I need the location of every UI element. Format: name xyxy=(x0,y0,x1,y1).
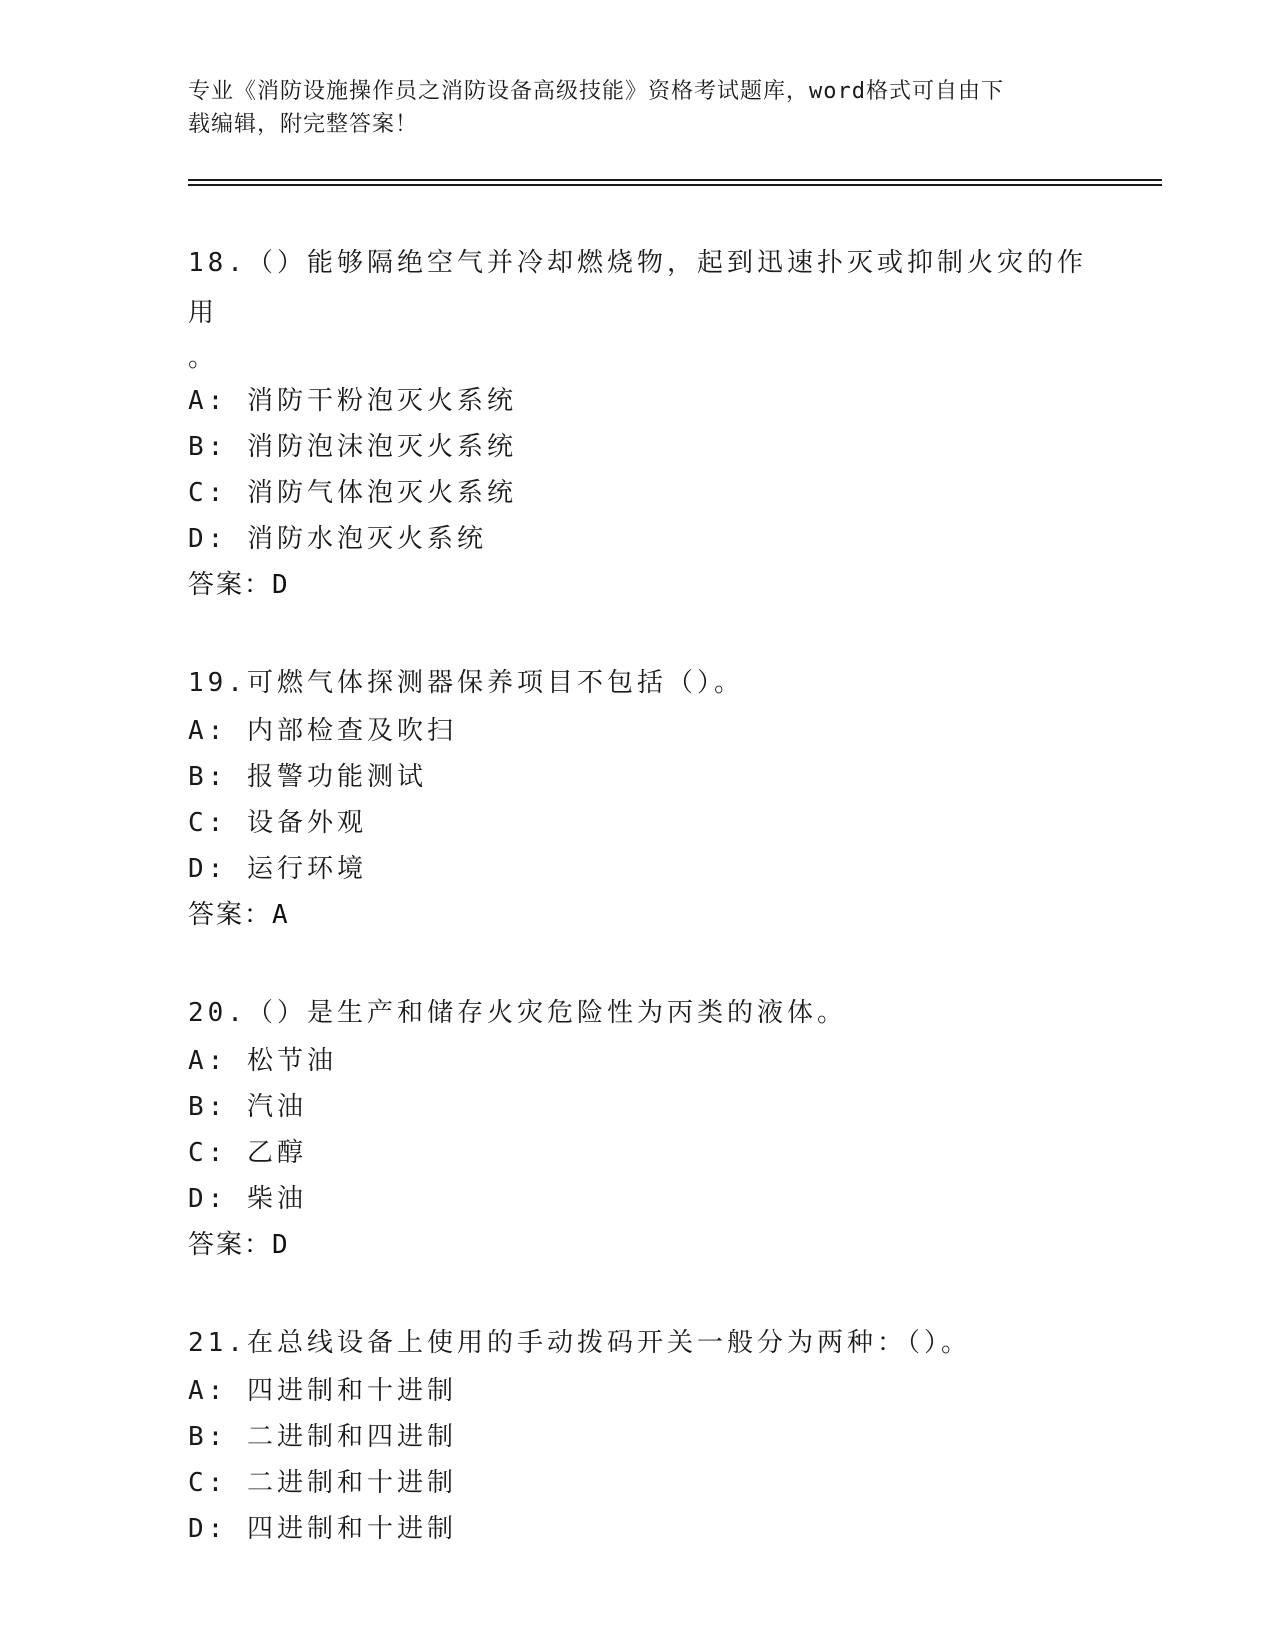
document-header xyxy=(188,75,1088,141)
header-line-2: 载编辑，附完整答案！ xyxy=(188,112,419,137)
answer-label: 答案： xyxy=(188,570,273,600)
question-stem: 20.（）是生产和储存火灾危险性为丙类的液体。 xyxy=(188,998,847,1028)
question-18 xyxy=(188,238,1088,608)
option-d: D: 运行环境 xyxy=(188,854,367,884)
option-c: C: 二进制和十进制 xyxy=(188,1468,457,1498)
option-d: D: 四进制和十进制 xyxy=(188,1514,457,1544)
option-a: A: 松节油 xyxy=(188,1046,337,1076)
answer-label: 答案： xyxy=(188,900,273,930)
header-line-1: 专业《消防设施操作员之消防设备高级技能》资格考试题库，word格式可自由下 xyxy=(188,79,1004,104)
question-21 xyxy=(188,1318,1088,1552)
option-c: C: 消防气体泡灭火系统 xyxy=(188,478,517,508)
option-d: D: 柴油 xyxy=(188,1184,307,1214)
header-divider-bottom xyxy=(188,184,1162,186)
option-b: B: 汽油 xyxy=(188,1092,307,1122)
question-stem-continuation: 。 xyxy=(188,343,219,373)
option-b: B: 二进制和四进制 xyxy=(188,1422,457,1452)
option-b: B: 报警功能测试 xyxy=(188,762,427,792)
answer-value: D xyxy=(272,570,288,600)
option-c: C: 乙醇 xyxy=(188,1138,307,1168)
header-divider-top xyxy=(188,179,1162,181)
question-list xyxy=(188,238,1088,1602)
option-a: A: 消防干粉泡灭火系统 xyxy=(188,386,517,416)
question-stem: 19.可燃气体探测器保养项目不包括（）。 xyxy=(188,668,744,698)
option-a: A: 四进制和十进制 xyxy=(188,1376,457,1406)
question-20 xyxy=(188,988,1088,1268)
answer-line xyxy=(188,562,1088,608)
answer-line xyxy=(188,1222,1088,1268)
question-stem: 18.（）能够隔绝空气并冷却燃烧物，起到迅速扑灭或抑制火灾的作用 xyxy=(188,248,1087,328)
question-19 xyxy=(188,658,1088,938)
answer-line xyxy=(188,892,1088,938)
option-b: B: 消防泡沫泡灭火系统 xyxy=(188,432,517,462)
option-a: A: 内部检查及吹扫 xyxy=(188,716,457,746)
answer-label: 答案： xyxy=(188,1230,273,1260)
answer-value: D xyxy=(272,1230,288,1260)
answer-value: A xyxy=(272,900,288,930)
option-c: C: 设备外观 xyxy=(188,808,367,838)
option-d: D: 消防水泡灭火系统 xyxy=(188,524,487,554)
question-stem: 21.在总线设备上使用的手动拨码开关一般分为两种：（）。 xyxy=(188,1328,971,1358)
